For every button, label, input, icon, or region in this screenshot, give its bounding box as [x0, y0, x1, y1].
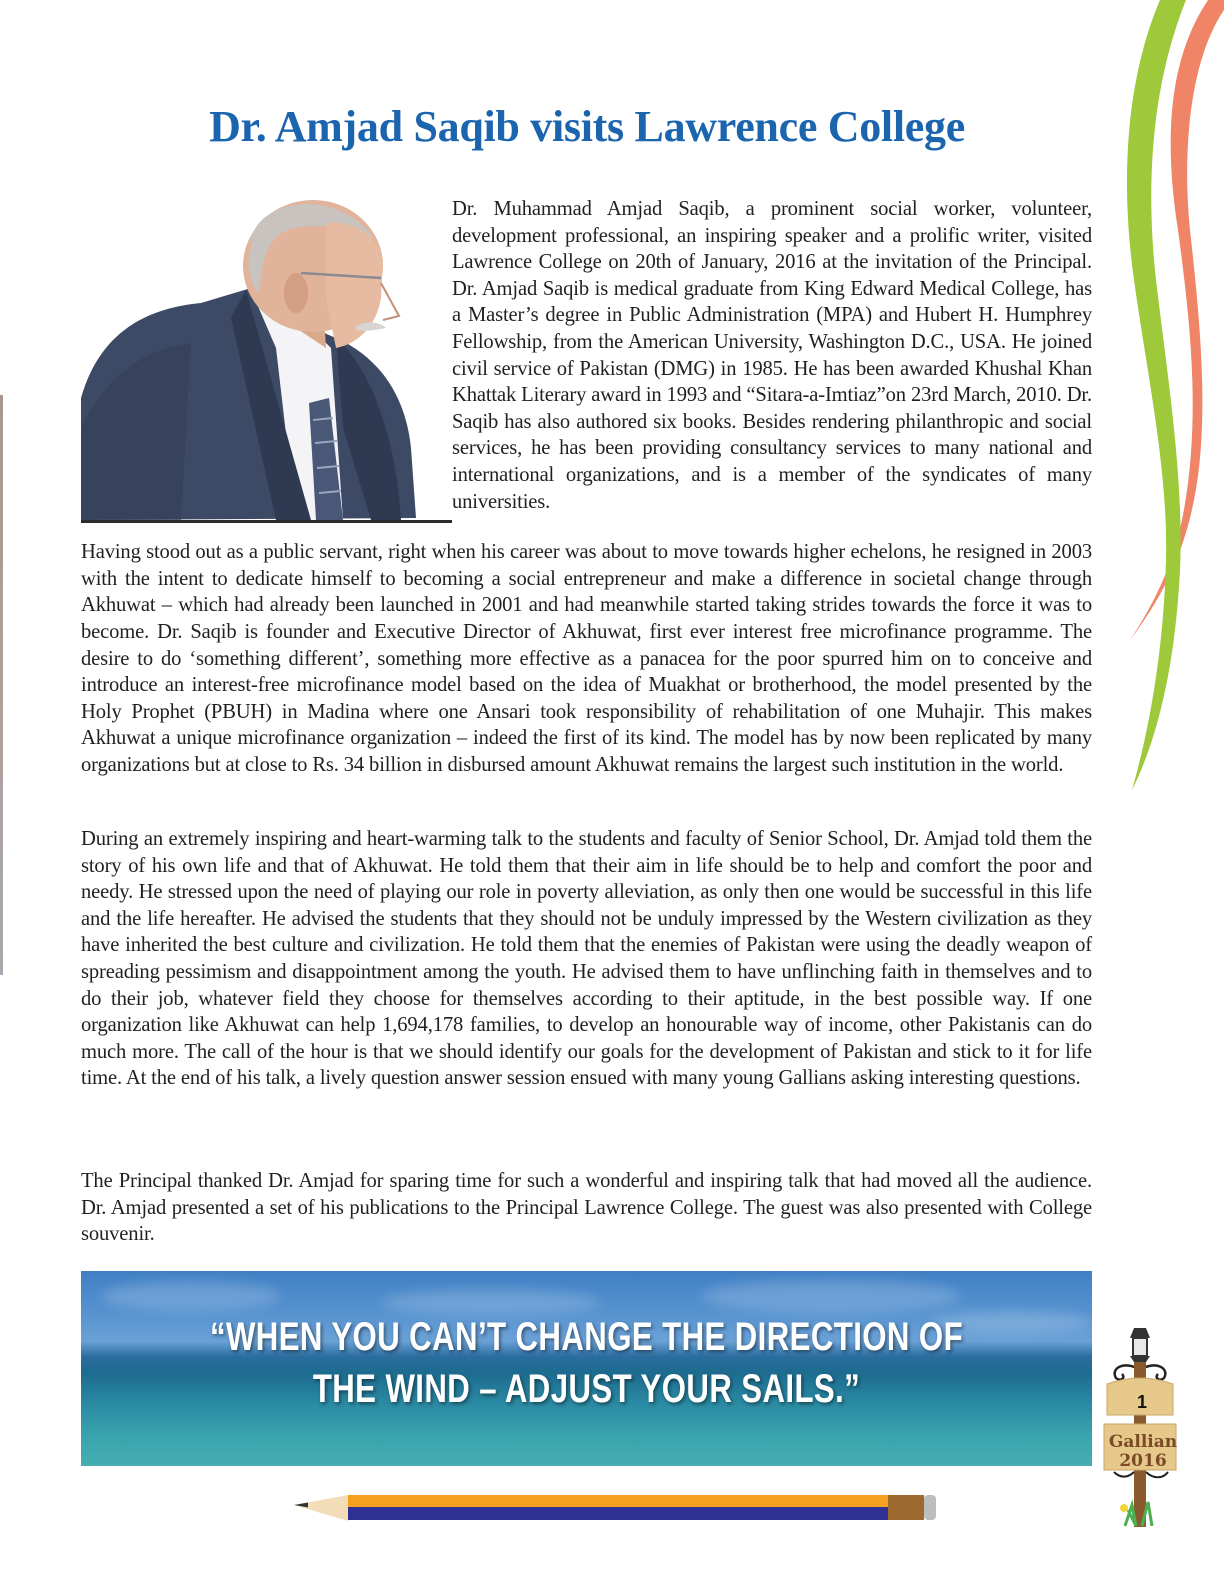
portrait-photo	[81, 198, 452, 526]
article-body-middle	[81, 826, 1092, 1092]
magazine-year: 2016	[1119, 1451, 1167, 1471]
magazine-label	[1103, 1433, 1183, 1471]
signpost-icon	[1100, 1320, 1190, 1530]
portrait-illustration	[81, 198, 452, 523]
article-body-bottom	[81, 1168, 1092, 1248]
quote-text	[192, 1311, 981, 1415]
magazine-name: Gallian	[1108, 1432, 1178, 1452]
pencil-icon	[290, 1493, 940, 1523]
quote-line-1: “WHEN YOU CAN’T CHANGE THE DIRECTION OF	[209, 1315, 964, 1359]
paragraph-1: Dr. Muhammad Amjad Saqib, a prominent social worker, volunteer, development professional, an inspiring speaker and a prolific writer, visited Lawrence College on 20th of January, 2016 at the invitation of the Principal. Dr. Amjad Saqib is medical graduate from King Edward Medical College, has a Master’s degree in Public Administration (MPA) and Hubert H. Humphrey Fellowship, from the American University, Washington D.C., USA. He joined civil service of Pakistan (DMG) in 1985. He has been awarded Khushal Khan Khattak Literary award in 1993 and “Sitara-a-Imtiaz”on 23rd March, 2010. Dr. Saqib has also authored six books. Besides rendering philanthropic and social services, he has been providing consultancy services to many national and international organizations, and is a member of the syndicates of many universities.	[452, 198, 1092, 513]
page-number: 1	[1136, 1392, 1147, 1412]
quote-banner	[81, 1271, 1092, 1466]
article-body-top	[81, 143, 1092, 778]
article-title: Dr. Amjad Saqib visits Lawrence College	[209, 102, 965, 152]
paragraph-3: During an extremely inspiring and heart-warming talk to the students and faculty of Senior School, Dr. Amjad told them the story of his own life and that of Akhuwat. He told them that their aim in life should be to help and comfort the poor and needy. He stressed upon the need of playing our role in poverty alleviation, as only then one would be successful in this life and the life hereafter. He advised the students that they should not be unduly impressed by the Western civilization as they have inherited the best culture and civilization. He told them that the enemies of Pakistan were using the deadly weapon of spreading pessimism and disappointment among the youth. He advised them to have unflinching faith in themselves and to do their job, whatever field they choose for themselves according to their aptitude, in the best possible way. If one organization like Akhuwat can help 1,694,178 families, to develop an honourable way of income, other Pakistanis can do much more. The call of the hour is that we should identify our goals for the development of Pakistan and stick to it for life time. At the end of his talk, a lively question answer session ensued with many young Gallians asking interesting questions.	[81, 828, 1092, 1090]
paragraph-2: Having stood out as a public servant, right when his career was about to move towards higher echelons, he resigned in 2003 with the intent to dedicate himself to becoming a social entrepreneur and make a difference in societal change through Akhuwat – which had already been launched in 2001 and had meanwhile started taking strides towards the force it was to become. Dr. Saqib is founder and Executive Director of Akhuwat, first ever interest free microfinance programme. The desire to do ‘something different’, something more effective as a panacea for the poor spurred him on to conceive and introduce an interest-free microfinance model based on the idea of Muakhat or brotherhood, the model presented by the Holy Prophet (PBUH) in Madina where one Ansari took responsibility of rehabilitation of one Muhajir. This makes Akhuwat a unique microfinance organization – indeed the first of its kind. The model has by now been replicated by many organizations but at close to Rs. 34 billion in disbursed amount Akhuwat remains the largest such institution in the world.	[81, 541, 1092, 776]
quote-line-2: THE WIND – ADJUST YOUR SAILS.”	[312, 1367, 861, 1411]
paragraph-4: The Principal thanked Dr. Amjad for sparing time for such a wonderful and inspiring talk that had moved all the audience. Dr. Amjad presented a set of his publications to the Principal Lawrence College. The guest was also presented with College souvenir.	[81, 1170, 1092, 1246]
left-edge-strip	[0, 395, 3, 975]
